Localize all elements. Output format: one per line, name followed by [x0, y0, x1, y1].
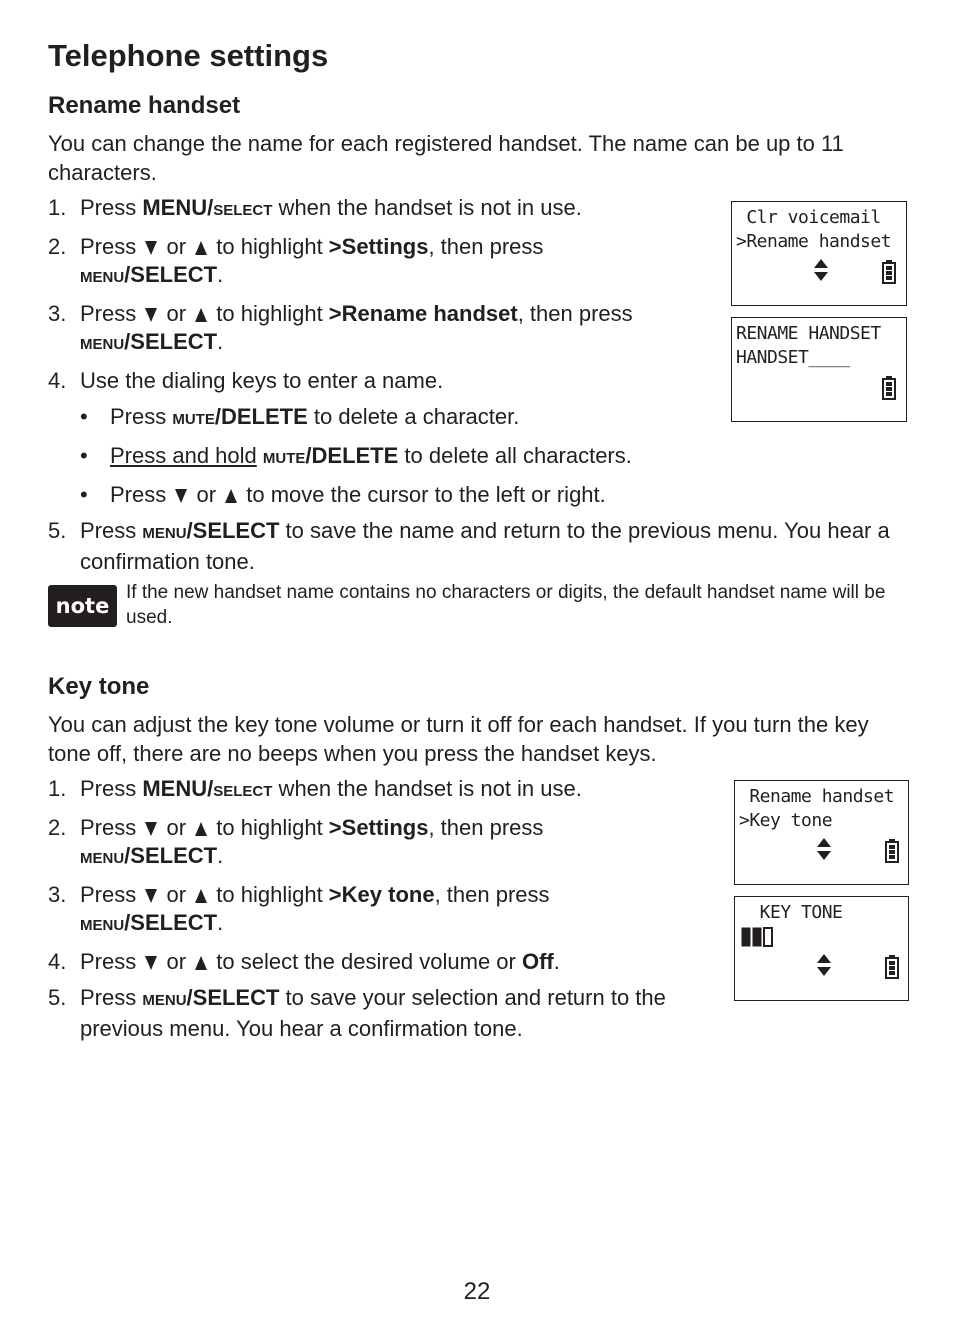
up-arrow-icon — [195, 241, 207, 255]
bullet-dot: • — [80, 443, 88, 468]
step-text: or — [160, 949, 193, 974]
lcd-line-2: >Rename handset — [736, 231, 892, 252]
step-text: . — [217, 843, 224, 868]
menu-key-label: MENU — [142, 525, 187, 542]
step-text: , then press — [428, 815, 544, 840]
step-text: Press — [80, 234, 143, 259]
step-text: to highlight — [210, 234, 329, 259]
up-arrow-icon — [195, 308, 207, 322]
select-key-label: SELECT — [213, 783, 273, 800]
step-text: Press — [80, 195, 143, 220]
down-arrow-icon — [145, 241, 157, 255]
step-number: 3. — [48, 301, 67, 326]
step-text: . — [217, 262, 224, 287]
step-text: or — [190, 482, 223, 507]
note-text: If the new handset name contains no characters or digits, the default handset name will be used. — [126, 582, 886, 628]
step-text: . — [217, 329, 224, 354]
up-arrow-icon — [195, 822, 207, 836]
step-number: 5. — [48, 518, 67, 543]
mute-key-label: MUTE — [172, 411, 215, 428]
step-number: 2. — [48, 815, 67, 840]
menu-key-label: MENU — [142, 992, 187, 1009]
step-text: Press — [80, 518, 143, 543]
bullet-dot: • — [80, 482, 88, 507]
step-text: Press — [110, 482, 173, 507]
bullet-move-cursor — [80, 481, 750, 509]
step-text: to highlight — [210, 882, 329, 907]
menu-option-label: >Key tone — [328, 882, 435, 907]
rename-step-3 — [48, 300, 740, 359]
step-text: or — [160, 815, 193, 840]
off-option-label: Off — [521, 949, 554, 974]
menu-key-label: MENU — [80, 269, 125, 286]
select-key-label: SELECT — [213, 202, 273, 219]
step-text: Press — [80, 776, 143, 801]
step-text: to delete all characters. — [398, 443, 632, 468]
step-text: Press — [110, 404, 173, 429]
lcd-screen-key-tone-menu — [734, 780, 909, 885]
lcd-line-1: RENAME HANDSET — [736, 323, 881, 344]
volume-bar — [764, 928, 772, 946]
step-text: to move the cursor to the left or right. — [240, 482, 606, 507]
menu-option-label: >Settings — [328, 815, 429, 840]
step-text: when the handset is not in use. — [272, 195, 582, 220]
volume-level-indicator — [741, 927, 775, 947]
key-tone-step-4 — [48, 948, 740, 976]
bullet-delete-all — [80, 442, 750, 473]
down-arrow-icon — [175, 489, 187, 503]
volume-bar — [742, 928, 750, 946]
down-arrow-icon — [145, 889, 157, 903]
key-tone-step-3 — [48, 881, 720, 940]
mute-key-label: MUTE — [262, 450, 306, 467]
scroll-up-down-icon — [817, 838, 831, 860]
scroll-up-down-icon — [817, 954, 831, 976]
menu-key-label: MENU — [80, 850, 125, 867]
menu-option-label: >Settings — [328, 234, 429, 259]
select-key-label: /SELECT — [186, 518, 280, 543]
bullet-dot: • — [80, 404, 88, 429]
section-heading-rename-handset: Rename handset — [48, 92, 241, 119]
step-text: or — [160, 882, 193, 907]
menu-key-label: MENU/ — [142, 776, 214, 801]
step-text: Press — [80, 949, 143, 974]
scroll-up-down-icon — [814, 259, 828, 281]
page-number: 22 — [463, 1278, 491, 1305]
down-arrow-icon — [145, 822, 157, 836]
step-number: 1. — [48, 776, 67, 801]
battery-icon — [885, 839, 899, 863]
battery-icon — [882, 376, 896, 400]
lcd-line-1: Clr voicemail — [736, 207, 881, 228]
up-arrow-icon — [195, 956, 207, 970]
rename-intro: You can change the name for each registered handset. The name can be up to 11 characters. — [48, 131, 844, 185]
down-arrow-icon — [145, 308, 157, 322]
up-arrow-icon — [195, 889, 207, 903]
select-key-label: /SELECT — [186, 985, 280, 1010]
menu-key-label: MENU — [80, 336, 125, 353]
note-badge: note — [48, 585, 117, 627]
step-text: Press — [80, 985, 143, 1010]
delete-key-label: /DELETE — [214, 404, 308, 429]
step-number: 4. — [48, 368, 67, 393]
press-and-hold-text: Press and hold — [110, 443, 257, 468]
step-text: to save your selection and return to the previous menu. You hear a confirmation tone. — [80, 985, 666, 1041]
select-key-label: /SELECT — [124, 262, 218, 287]
rename-step-2 — [48, 233, 720, 292]
key-tone-intro: You can adjust the key tone volume or turn it off for each handset. If you turn the key tone off, there are no beeps when you press the handset keys. — [48, 712, 869, 766]
step-text: to select the desired volume or — [210, 949, 522, 974]
step-text: Press — [80, 815, 143, 840]
step-text: . — [217, 910, 224, 935]
select-key-label: /SELECT — [124, 910, 218, 935]
down-arrow-icon — [145, 956, 157, 970]
step-number: 2. — [48, 234, 67, 259]
step-text: to highlight — [210, 301, 329, 326]
step-text: . — [553, 949, 560, 974]
step-number: 4. — [48, 949, 67, 974]
key-tone-step-2 — [48, 814, 720, 873]
step-text: to highlight — [210, 815, 329, 840]
menu-option-label: >Rename handset — [328, 301, 518, 326]
lcd-screen-rename-handset — [731, 317, 907, 422]
volume-bar — [753, 928, 761, 946]
step-text: or — [160, 301, 193, 326]
lcd-line-1: KEY TONE — [739, 902, 843, 923]
rename-step-4 — [48, 367, 740, 509]
lcd-line-2: >Key tone — [739, 810, 833, 831]
rename-step-1 — [48, 194, 720, 225]
select-key-label: /SELECT — [124, 329, 218, 354]
step-text: Press — [80, 301, 143, 326]
delete-key-label: /DELETE — [305, 443, 399, 468]
rename-bullets — [80, 403, 740, 509]
step-number: 1. — [48, 195, 67, 220]
key-tone-step-1 — [48, 775, 720, 806]
menu-key-label: MENU/ — [142, 195, 214, 220]
step-number: 5. — [48, 985, 67, 1010]
step-text: Use the dialing keys to enter a name. — [80, 368, 444, 393]
step-text: , then press — [434, 882, 550, 907]
step-text: or — [160, 234, 193, 259]
step-text: to delete a character. — [307, 404, 520, 429]
step-number: 3. — [48, 882, 67, 907]
bullet-delete-character — [80, 403, 740, 434]
step-text: to save the name and return to the previous menu. You hear a confirmation tone. — [80, 518, 890, 574]
step-text: , then press — [428, 234, 544, 259]
rename-step-5 — [48, 517, 910, 576]
lcd-line-1: Rename handset — [739, 786, 895, 807]
step-text: Press — [80, 882, 143, 907]
key-tone-step-5 — [48, 984, 720, 1043]
page-title: Telephone settings — [48, 38, 329, 73]
up-arrow-icon — [225, 489, 237, 503]
step-text: when the handset is not in use. — [272, 776, 582, 801]
lcd-screen-settings-menu — [731, 201, 907, 306]
lcd-screen-key-tone-volume — [734, 896, 909, 1001]
section-heading-key-tone: Key tone — [48, 673, 150, 700]
battery-icon — [885, 955, 899, 979]
lcd-line-2: HANDSET____ — [736, 347, 850, 368]
select-key-label: /SELECT — [124, 843, 218, 868]
menu-key-label: MENU — [80, 917, 125, 934]
step-text: , then press — [517, 301, 633, 326]
battery-icon — [882, 260, 896, 284]
